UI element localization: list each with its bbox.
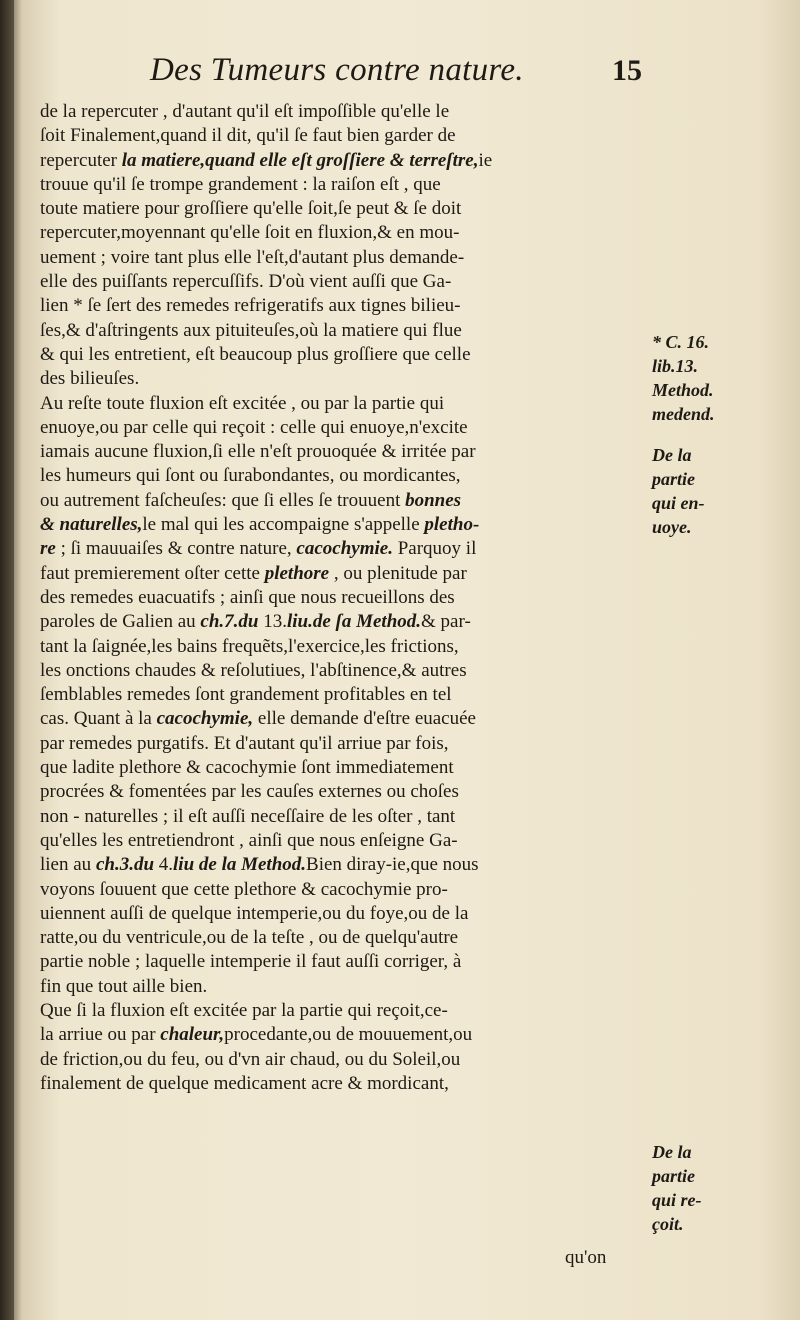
text-line [40,586,645,610]
italic-text-segment: liu de la Method. [173,854,307,876]
margin-note-line: çoit. [652,1214,684,1234]
text-segment: ſes,& d'aſtringents aux pituiteuſes,où la matiere qui flue [40,319,462,341]
text-line [40,610,645,634]
margin-note-line: medend. [652,404,715,424]
text-line [40,950,645,974]
text-line [40,270,645,294]
margin-note-line: Method. [652,380,714,400]
text-segment: par remedes purgatifs. Et d'autant qu'il arriue par fois, [40,732,449,754]
margin-note-line: lib.13. [652,356,699,376]
italic-text-segment: re [40,538,56,560]
text-line [40,1072,645,1096]
italic-text-segment: cacochymie. [296,538,393,560]
text-segment: les onctions chaudes & reſolutiues, l'abſtinence,& autres [40,659,467,681]
italic-text-segment: & naturelles, [40,514,143,536]
text-segment: toute matiere pour groſſiere qu'elle ſoit,ſe peut & ſe doit [40,198,462,220]
text-line [40,124,645,148]
text-segment: faut premierement oſter cette [40,562,265,584]
margin-note-line: qui en- [652,493,705,513]
text-line [40,416,645,440]
text-segment: & par- [421,611,471,633]
text-line [40,343,645,367]
italic-text-segment: liu.de ſa Method. [286,611,422,633]
text-segment: tant la ſaignée,les bains frequẽts,l'exercice,les frictions, [40,635,459,657]
text-segment: ie [478,149,493,171]
text-segment: voyons ſouuent que cette plethore & cacochymie pro- [40,878,448,900]
text-segment: , ou plenitude par [329,562,467,584]
text-line [40,707,645,731]
text-segment: des bilieuſes. [40,368,140,390]
text-segment: ſemblables remedes ſont grandement profitables en tel [40,684,452,706]
text-segment: des remedes euacuatifs ; ainſi que nous recueillons des [40,586,455,608]
catchword: qu'on [565,1247,607,1268]
text-segment: lien au [40,854,96,876]
margin-note-line: De la [652,445,692,465]
text-segment: ratte,ou du ventricule,ou de la teſte , ou de quelqu'autre [40,927,459,949]
text-segment: enuoye,ou par celle qui reçoit : celle qui enuoye,n'excite [40,416,468,438]
text-segment: cas. Quant à la [40,708,157,730]
page-header [150,52,650,102]
text-segment: uement ; voire tant plus elle l'eſt,d'autant plus demande- [40,246,465,268]
text-line [40,464,645,488]
text-line [40,246,645,270]
text-segment: repercuter [40,149,122,171]
body-text [40,100,645,1096]
text-line [40,878,645,902]
text-segment: le mal qui les accompaigne s'appelle [142,514,425,536]
text-line [40,635,645,659]
text-segment: lien * ſe ſert des remedes refrigeratifs aux tignes bilieu- [40,295,461,317]
text-line [40,100,645,124]
text-segment: elle demande d'eſtre euacuée [253,708,476,730]
text-line [40,221,645,245]
text-segment: qu'elles les entretiendront , ainſi que nous enſeigne Ga- [40,829,458,851]
text-line [40,659,645,683]
text-line [40,319,645,343]
text-segment: la arriue ou par [40,1024,161,1046]
text-segment: 13. [258,611,287,633]
text-segment: repercuter,moyennant qu'elle ſoit en fluxion,& en mou- [40,222,460,244]
text-segment: Parquoy il [392,538,477,560]
text-line [40,513,645,537]
text-segment: partie noble ; laquelle intemperie il faut auſſi corriger, à [40,951,462,973]
text-segment: elle des puiſſants repercuſſifs. D'où vient auſſi que Ga- [40,271,452,293]
text-line [40,683,645,707]
margin-note-sending-part [652,443,762,539]
text-segment: ou autrement faſcheuſes: que ſi elles ſe trouuent [40,489,406,511]
italic-text-segment: bonnes [405,489,462,511]
text-segment: Au reſte toute fluxion eſt excitée , ou par la partie qui [40,392,445,414]
text-segment: paroles de Galien au [40,611,201,633]
text-line [40,926,645,950]
text-segment: les humeurs qui ſont ou ſurabondantes, ou mordicantes, [40,465,461,487]
text-line [40,197,645,221]
text-line [40,756,645,780]
margin-note-receiving-part [652,1140,762,1236]
text-line [40,732,645,756]
italic-text-segment: ch.3.du [95,854,155,876]
italic-text-segment: chaleur, [160,1024,225,1046]
margin-note-reference [652,330,762,426]
text-line [40,975,645,999]
text-line [40,1023,645,1047]
running-title: Des Tumeurs contre nature. [150,52,524,88]
italic-text-segment: pletho- [424,514,480,536]
text-segment: que ladite plethore & cacochymie ſont immediatement [40,757,454,779]
text-segment: Bien diray-ie,que nous [306,854,479,876]
page-number: 15 [612,54,642,87]
margin-note-line: qui re- [652,1190,702,1210]
italic-text-segment: la matiere,quand elle eſt groſſiere & terreſtre, [121,149,479,171]
text-segment: uiennent auſſi de quelque intemperie,ou du foye,ou de la [40,902,469,924]
text-line [40,173,645,197]
text-segment: Que ſi la fluxion eſt excitée par la partie qui reçoit,ce- [40,999,448,1021]
text-line [40,780,645,804]
text-segment: procedante,ou de mouuement,ou [224,1024,473,1046]
text-line [40,149,645,173]
text-segment: ; ſi mauuaiſes & contre nature, [55,538,297,560]
text-segment: de la repercuter , d'autant qu'il eſt impoſſible qu'elle le [40,101,450,122]
text-line [40,1048,645,1072]
text-line [40,562,645,586]
text-segment: non - naturelles ; il eſt auſſi neceſſaire de les oſter , tant [40,805,456,827]
text-line [40,805,645,829]
text-segment: & qui les entretient, eſt beaucoup plus groſſiere que celle [40,343,471,365]
text-line [40,440,645,464]
margin-note-line: partie [652,1166,695,1186]
book-binding-shadow [0,0,14,1320]
text-segment: fin que tout aille bien. [40,975,208,997]
text-line [40,902,645,926]
text-line [40,829,645,853]
text-line [40,489,645,513]
italic-text-segment: cacochymie, [156,708,254,730]
text-line [40,392,645,416]
text-segment: de friction,ou du feu, ou d'vn air chaud, ou du Soleil,ou [40,1048,461,1070]
text-line [40,537,645,561]
text-line [40,294,645,318]
italic-text-segment: plethore [264,562,330,584]
text-line [40,999,645,1023]
text-line [40,367,645,391]
text-segment: iamais aucune fluxion,ſi elle n'eſt prouoquée & irritée par [40,441,476,463]
margin-note-line: * C. 16. [652,332,710,352]
italic-text-segment: ch.7.du [200,611,259,633]
text-segment: ſoit Finalement,quand il dit, qu'il ſe faut bien garder de [40,125,456,147]
margin-note-line: uoye. [652,517,692,537]
text-segment: trouue qu'il ſe trompe grandement : la raiſon eſt , que [40,173,441,195]
margin-note-line: De la [652,1142,692,1162]
text-segment: 4. [154,854,174,876]
margin-note-line: partie [652,469,695,489]
text-segment: procrées & fomentées par les cauſes externes ou choſes [40,781,459,803]
text-line [40,853,645,877]
text-segment: finalement de quelque medicament acre & mordicant, [40,1072,449,1094]
